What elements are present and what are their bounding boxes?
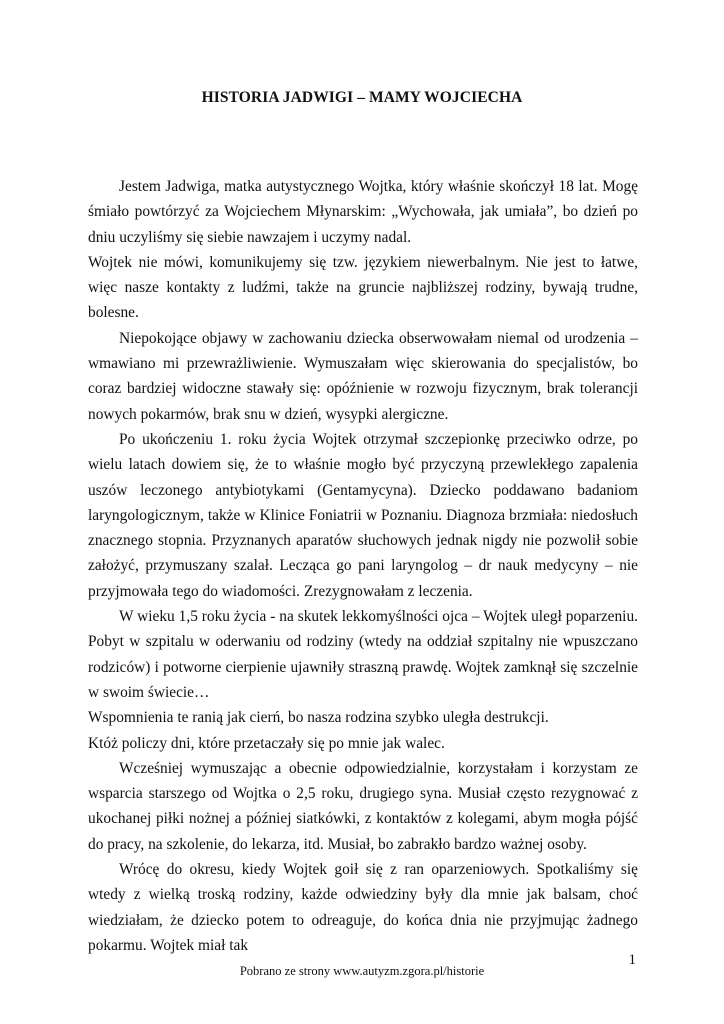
paragraph-4: Po ukończeniu 1. roku życia Wojtek otrzymał szczepionkę przeciwko odrze, po wielu latach dowiem się, że to właśnie mogło być przyczyną przewlekłego zapalenia uszów leczonego antybiotykami (Gentamycyna). Dziecko poddawano badaniom laryngologicznym, także w Klinice Foniatrii w Poznaniu. Diagnoza brzmiała: niedosłuch znacznego stopnia. Przyznanych aparatów słuchowych jednak nigdy nie pozwolił sobie założyć, przymuszany szalał. Lecząca go pani laryngolog – dr nauk medycyny – nie przyjmowała tego do wiadomości. Zrezygnowałam z leczenia.	[88, 430, 638, 600]
paragraph-8: Wcześniej wymuszając a obecnie odpowiedzialnie, korzystałam i korzystam ze wsparcia starszego od Wojtka o 2,5 roku, drugiego syna. Musiał często rezygnować z ukochanej piłki nożnej a później siatkówki, z kontaktów z kolegami, abym mogła pójść do pracy, na szkolenie, do lekarza, itd. Musiał, bo zabrakło bardzo ważnej osoby.	[88, 759, 638, 853]
page-footer: Pobrano ze strony www.autyzm.zgora.pl/historie	[239, 964, 485, 978]
document-body	[88, 174, 638, 958]
paragraph-6: Wspomnienia te ranią jak cierń, bo nasza rodzina szybko uległa destrukcji.	[88, 709, 549, 727]
paragraph-5: W wieku 1,5 roku życia - na skutek lekkomyślności ojca – Wojtek uległ poparzeniu. Pobyt w szpitalu w oderwaniu od rodziny (wtedy na oddział szpitalny nie wpuszczano rodziców) i potworne cierpienie ujawniły straszną prawdę. Wojtek zamknął się szczelnie w swoim świecie…	[88, 608, 638, 701]
paragraph-7: Któż policzy dni, które przetaczały się po mnie jak walec.	[88, 734, 445, 752]
document-title: HISTORIA JADWIGI – MAMY WOJCIECHA	[201, 89, 523, 106]
paragraph-3: Niepokojące objawy w zachowaniu dziecka obserwowałam niemal od urodzenia – wmawiano mi przewrażliwienie. Wymuszałam więc skierowania do specjalistów, bo coraz bardziej widoczne stawały się: opóźnienie w rozwoju fizycznym, brak tolerancji nowych pokarmów, brak snu w dzień, wysypki alergiczne.	[88, 329, 638, 423]
page-number: 1	[628, 952, 636, 968]
paragraph-2: Wojtek nie mówi, komunikujemy się tzw. językiem niewerbalnym. Nie jest to łatwe, więc nasze kontakty z ludźmi, także na gruncie najbliższej rodziny, bywają trudne, bolesne.	[88, 253, 638, 322]
paragraph-9: Wrócę do okresu, kiedy Wojtek goił się z ran oparzeniowych. Spotkaliśmy się wtedy z wielką troską rodziny, każde odwiedziny były dla mnie jak balsam, choć wiedziałam, że dziecko potem to odreaguje, do końca dnia nie przyjmując żadnego pokarmu. Wojtek miał tak	[88, 861, 638, 954]
paragraph-1: Jestem Jadwiga, matka autystycznego Wojtka, który właśnie skończył 18 lat. Mogę śmiało powtórzyć za Wojciechem Młynarskim: „Wychowała, jak umiała”, bo dzień po dniu uczyliśmy się siebie nawzajem i uczymy nadal.	[88, 178, 638, 246]
